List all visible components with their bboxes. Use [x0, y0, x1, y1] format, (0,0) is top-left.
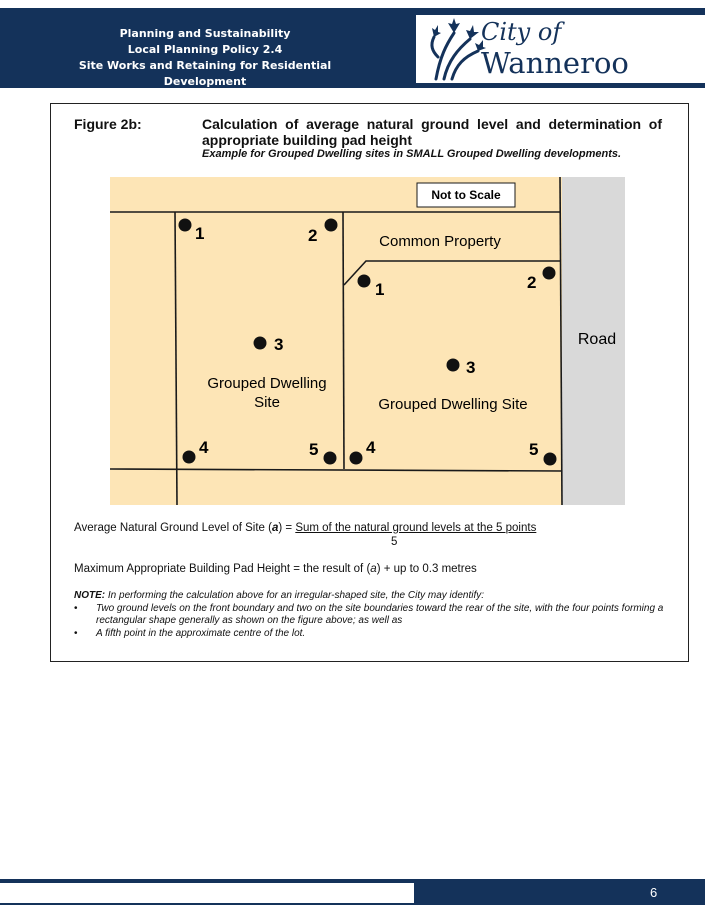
- right-point-4-marker: [350, 452, 363, 465]
- formula-prefix: Average Natural Ground Level of Site (: [74, 522, 272, 534]
- average-ground-level-formula: [74, 522, 536, 534]
- right-point-4-label: 4: [366, 438, 376, 457]
- note-bullets: [74, 603, 674, 641]
- max-pad-height-text: [74, 563, 477, 575]
- formula-variable: a: [271, 522, 279, 534]
- figure-subtitle: Example for Grouped Dwelling sites in SMALL Grouped Dwelling developments.: [202, 148, 622, 160]
- footer-white-band: [0, 883, 414, 903]
- max-variable: a: [370, 563, 377, 575]
- figure-label: Figure 2b:: [74, 116, 142, 132]
- left-point-5-marker: [324, 452, 337, 465]
- left-point-4-marker: [183, 451, 196, 464]
- right-point-3-marker: [447, 359, 460, 372]
- max-suffix: ) + up to 0.3 metres: [376, 563, 477, 575]
- figure-title: Calculation of average natural ground level and determination of appropriate building pad height: [202, 116, 662, 148]
- note-bullet-2: • A fifth point in the approximate centre of the lot.: [74, 628, 674, 641]
- road-label: Road: [577, 331, 617, 348]
- header-policy-number: Local Planning Policy 2.4: [127, 43, 283, 56]
- right-point-1-label: 1: [375, 280, 385, 299]
- left-point-4-label: 4: [199, 438, 209, 457]
- page-number: 6: [650, 885, 658, 900]
- right-point-2-label: 2: [527, 273, 537, 292]
- site-diagram-svg: [110, 177, 625, 505]
- note-text: In performing the calculation above for an irregular-shaped site, the City may identify:: [105, 590, 485, 601]
- right-point-5-marker: [544, 453, 557, 466]
- left-point-3-marker: [254, 337, 267, 350]
- site-diagram: [110, 177, 625, 505]
- formula-mid: ) =: [278, 522, 296, 534]
- note-bullet-1: • Two ground levels on the front boundary and two on the site boundaries toward the rear of the site, with the four points forming a rectangular shape generally as shown on the figure above; as well as: [74, 603, 674, 628]
- formula-denominator: 5: [391, 536, 398, 548]
- left-point-1-marker: [179, 219, 192, 232]
- kangaroo-paw-flower-icon: [424, 17, 486, 83]
- document-header: [40, 26, 370, 90]
- right-point-2-marker: [543, 267, 556, 280]
- header-policy-title: Site Works and Retaining for Residential Development: [78, 59, 332, 88]
- left-point-1-label: 1: [195, 224, 205, 243]
- right-point-3-label: 3: [466, 358, 476, 377]
- formula-numerator: Sum of the natural ground levels at the 5 points: [295, 522, 537, 534]
- note-label: NOTE:: [74, 590, 106, 601]
- not-to-scale-label: Not to Scale: [431, 188, 501, 202]
- logo-wanneroo: Wanneroo: [481, 46, 629, 80]
- common-property-label: Common Property: [379, 233, 501, 250]
- left-point-2-marker: [325, 219, 338, 232]
- right-site-label: Grouped Dwelling Site: [378, 396, 528, 413]
- note-section: [74, 590, 674, 640]
- right-point-5-label: 5: [529, 440, 539, 459]
- logo-city-of: City of: [481, 18, 562, 46]
- left-point-3-label: 3: [274, 335, 284, 354]
- header-department: Planning and Sustainability: [119, 27, 291, 40]
- left-point-5-label: 5: [309, 440, 319, 459]
- max-prefix: Maximum Appropriate Building Pad Height = the result of (: [74, 563, 371, 575]
- left-point-2-label: 2: [308, 226, 318, 245]
- left-site-label-line1: Grouped Dwelling: [207, 375, 327, 392]
- right-point-1-marker: [358, 275, 371, 288]
- left-site-label-line2: Site: [254, 394, 280, 411]
